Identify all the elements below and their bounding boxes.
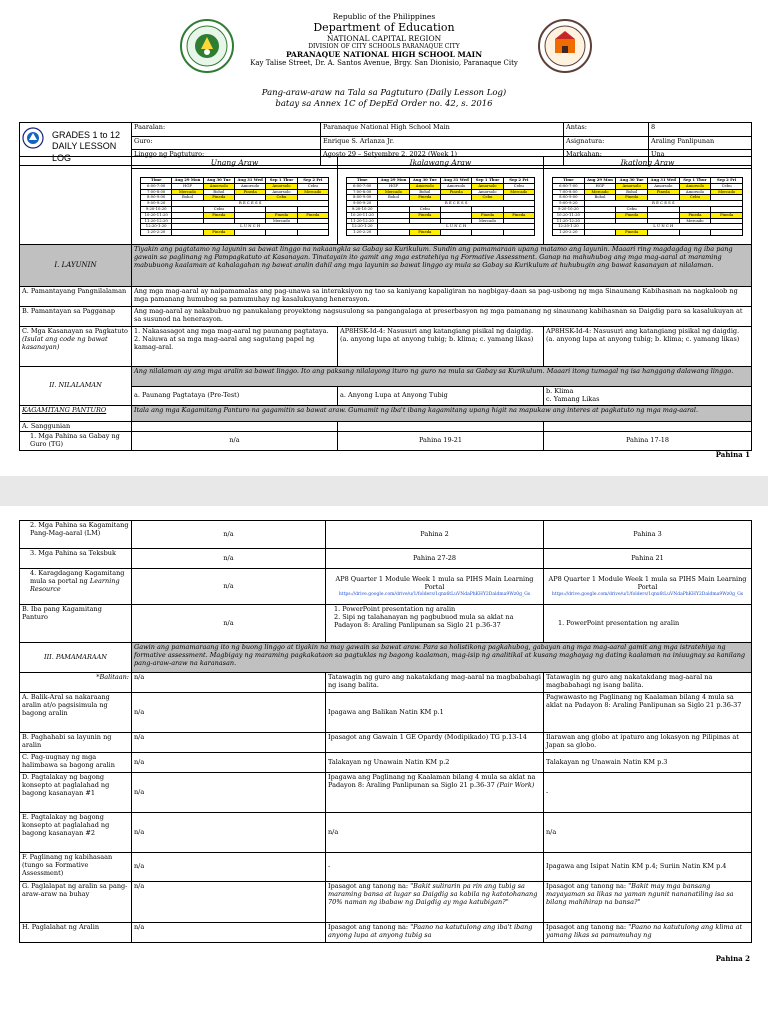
paglalapat-day-2-prompt: Ipasagot ang tanong na: xyxy=(328,882,409,890)
pamantayan-pagganap-label: B. Pamantayan sa Pagganap xyxy=(20,307,132,327)
schedule-time-cell: 9:20-10:20 xyxy=(347,206,378,212)
schedule-time-cell: 9:00-9:20 xyxy=(553,201,585,207)
schedule-time-cell: 12:20-1:20 xyxy=(347,224,378,230)
pamamaraan-label: III. PAMAMARAAN xyxy=(20,643,132,673)
lr-portal-label-cell xyxy=(20,569,132,605)
schedule-break-cell: R E C E S S xyxy=(172,201,329,207)
schedule-time-cell: 9:00-9:20 xyxy=(347,201,378,207)
schedule-class-cell: Cebu xyxy=(679,195,711,201)
pag-uugnay-day-1: n/a xyxy=(132,753,326,773)
schedule-class-cell xyxy=(172,230,203,236)
kagamitang-lm-day-3: Pahina 3 xyxy=(544,521,752,549)
lr-portal-day-3-link[interactable]: https://drive.google.com/drive/u/1/folders/1qnx6tLuVNdaPhKHY2Daldma9Wz0g_Gs xyxy=(551,591,744,597)
schedule-time-cell: 6:00-7:00 xyxy=(141,183,172,189)
paaralan-value: Paranaque National High School Main xyxy=(321,123,564,137)
schedule-head-cell: Aug 30 Tue xyxy=(616,178,648,184)
schedule-class-cell: Mercado xyxy=(679,218,711,224)
schedule-class-cell: Cebu xyxy=(409,206,440,212)
gabay-guro-day-2: Pahina 19-21 xyxy=(338,432,544,451)
schedule-class-cell: Cebu xyxy=(503,183,534,189)
deped-logo-icon xyxy=(22,127,44,149)
schedule-break-cell: L U N C H xyxy=(172,224,329,230)
schedule-class-cell: Cebu xyxy=(203,206,234,212)
teksbuk-day-1: n/a xyxy=(132,549,326,569)
grades-label: GRADES 1 to 12 xyxy=(52,130,121,140)
schedule-class-cell: Mercado xyxy=(172,189,203,195)
division-line: DIVISION OF CITY SCHOOLS PARANAQUE CITY xyxy=(308,43,460,51)
schedule-class-cell: Amorsolo xyxy=(266,189,297,195)
kasanayan-label-italic: (Isulat ang code ng bawat kasanayan) xyxy=(22,334,108,351)
balitaan-label: *Balitaan: xyxy=(20,673,132,693)
layunin-label: I. LAYUNIN xyxy=(20,245,132,287)
dll-label: DAILY LESSON LOG xyxy=(52,141,117,163)
pag-uugnay-label: C. Pag-uugnay ng mga halimbawa sa bagong aralin xyxy=(20,753,132,773)
pagtalakay-1-day-3: - xyxy=(544,773,752,813)
schedule-class-cell xyxy=(711,230,743,236)
kagamitang-lm-label: 2. Mga Pahina sa Kagamitang Pang-Mag-aaral (LM) xyxy=(20,521,132,549)
schedule-class-cell: Pineda xyxy=(647,189,679,195)
schedule-class-cell: Cebu xyxy=(266,195,297,201)
schedule-time-cell: 12:20-1:20 xyxy=(553,224,585,230)
iba-kagamitan-day-2: 1. PowerPoint presentation ng aralin 2. Sipi ng talahanayan ng pagbubuod mula sa aklat na Padayon 8: Araling Panlipunan sa Siglo 21 p.36-37 xyxy=(326,605,544,643)
schedule-class-cell: HGP xyxy=(378,183,409,189)
pag-uugnay-day-2: Talakayan ng Unawain Natin KM p.2 xyxy=(326,753,544,773)
schedule-class-cell: Bohol xyxy=(203,189,234,195)
schedule-time-cell: 9:20-10:20 xyxy=(141,206,172,212)
pagtalakay-2-day-2: n/a xyxy=(326,813,544,853)
pagtalakay-2-day-1: n/a xyxy=(132,813,326,853)
kasanayan-day-1: 1. Nakasasagot ang mga mag-aaral ng paunang pagtataya. 2. Naiuwa at sa mga mag-aaral ang sagutang papel ng kamag-aral. xyxy=(132,327,338,367)
schedule-class-cell: Amorsolo xyxy=(647,183,679,189)
page-separator xyxy=(0,476,768,506)
schedule-head-cell: Time xyxy=(141,178,172,184)
paglalapat-day-1: n/a xyxy=(132,882,326,923)
schedule-class-cell: Bohol xyxy=(584,195,616,201)
schedule-class-cell: Mercado xyxy=(584,189,616,195)
schedule-class-cell: Bohol xyxy=(409,189,440,195)
schedule-class-cell: Pineda xyxy=(203,212,234,218)
schedule-break-cell: L U N C H xyxy=(378,224,535,230)
schedule-time-cell: 7:00-8:00 xyxy=(141,189,172,195)
schedule-break-cell: L U N C H xyxy=(584,224,742,230)
department-line: Department of Education xyxy=(313,21,455,34)
republic-line: Republic of the Philippines xyxy=(332,12,436,21)
teksbuk-day-2: Pahina 27-28 xyxy=(326,549,544,569)
schedule-head-cell: Aug 31 Wed xyxy=(440,178,471,184)
nilalaman-day-2: a. Anyong Lupa at Anyong Tubig xyxy=(338,387,544,406)
schedule-class-cell: Amorsolo xyxy=(203,183,234,189)
lesson-log-table-page-2 xyxy=(19,520,752,943)
teksbuk-day-3: Pahina 21 xyxy=(544,549,752,569)
iba-kagamitan-label: B. Iba pang Kagamitang Panturo xyxy=(20,605,132,643)
schedule-row xyxy=(553,230,743,236)
kasanayan-day-2: AP8HSK-Id-4: Nasusuri ang katangiang pisikal ng daigdig. (a. anyong lupa at anyong tubig; b. klima; c. yamang likas) xyxy=(338,327,544,367)
kasanayan-label: C. Mga Kasanayan sa Pagkatuto xyxy=(22,327,128,335)
pamantayang-pangnilalaman-text: Ang mga mag-aaral ay naipamamalas ang pag-unawa sa interaksiyon ng tao sa kaniyang kapaligiran na nagbigay-daan sa pag-usbong ng mga Sinaunang Kabihasnan na nagkaloob ng mga pamanang humubog sa pamumuhay ng kasalukuyang henerasyon. xyxy=(132,287,752,307)
schedule-time-cell: 6:00-7:00 xyxy=(347,183,378,189)
antas-value: 8 xyxy=(649,123,752,137)
paglalahat-day-1: n/a xyxy=(132,923,326,943)
schedule-head-cell: Sep 1 Thur xyxy=(679,178,711,184)
schedule-class-cell: Amorsolo xyxy=(234,183,265,189)
schedule-head-cell: Sep 1 Thur xyxy=(266,178,297,184)
schedule-class-cell: Mercado xyxy=(472,218,503,224)
nilalaman-day-3: b. Klima c. Yamang Likas xyxy=(544,387,752,406)
schedule-class-cell: Amorsolo xyxy=(440,183,471,189)
schedule-head-cell: Aug 30 Tue xyxy=(409,178,440,184)
schedule-class-cell: Pineda xyxy=(679,212,711,218)
pamantayan-pagganap-text: Ang mag-aaral ay nakabubuo ng panukalang proyektong nagsusulong sa pangangalaga at preserbasyon ng mga pamanang ng sinaunang kabihasnan sa Daigdig para sa kasalukuyan at sa susunod na henerasyon. xyxy=(132,307,752,327)
pagtalakay-2-label: E. Pagtalakay ng bagong konsepto at paglalahad ng bagong kasanayan #2 xyxy=(20,813,132,853)
paghahabi-day-1: n/a xyxy=(132,733,326,753)
lr-portal-day-3: AP8 Quarter 1 Module Week 1 mula sa PIHS Main Learning Portal xyxy=(548,575,747,591)
schedule-time-cell: 10:20-11:20 xyxy=(553,212,585,218)
schedule-grid-day-3 xyxy=(552,177,743,236)
schedule-class-cell: Mercado xyxy=(711,189,743,195)
kasanayan-label-cell xyxy=(20,327,132,367)
schedule-head-cell: Sep 2 Fri xyxy=(297,178,328,184)
paglalahat-day-3-cell xyxy=(544,923,752,943)
kagamitang-lm-day-2: Pahina 2 xyxy=(326,521,544,549)
schedule-class-cell: Mercado xyxy=(378,189,409,195)
schedule-head-cell: Sep 2 Fri xyxy=(711,178,743,184)
asignatura-value: Araling Panlipunan xyxy=(649,136,752,150)
pagtalakay-2-day-3: n/a xyxy=(544,813,752,853)
balik-aral-day-2: Ipagawa ang Balikan Natin KM p.1 xyxy=(326,693,544,733)
day-3-header: Ikatlong Araw xyxy=(544,157,752,169)
kasanayan-day-3: AP8HSK-Id-4: Nasusuri ang katangiang pisikal ng daigdig. (a. anyong lupa at anyong tubig; b. klima; c. yamang likas) xyxy=(544,327,752,367)
day-2-header: Ikalawang Araw xyxy=(338,157,544,169)
teksbuk-label: 3. Mga Pahina sa Teksbuk xyxy=(20,549,132,569)
schedule-grid-day-1 xyxy=(140,177,329,236)
paghahabi-day-3: Ilarawan ang globo at ipaturo ang lokasyon ng Pilipinas at Japan sa globo. xyxy=(544,733,752,753)
kagamitan-label: KAGAMITANG PANTURO xyxy=(20,405,132,421)
schedule-break-cell: R E C E S S xyxy=(584,201,742,207)
schedule-class-cell xyxy=(472,230,503,236)
schedule-class-cell xyxy=(647,230,679,236)
schedule-time-cell: 7:00-8:00 xyxy=(553,189,585,195)
school-line: PARANAQUE NATIONAL HIGH SCHOOL MAIN xyxy=(285,50,483,60)
schedule-class-cell xyxy=(679,230,711,236)
schedule-class-cell: Cebu xyxy=(616,206,648,212)
schedule-time-cell: 11:20-12:20 xyxy=(347,218,378,224)
paglalapat-day-3-cell xyxy=(544,882,752,923)
schedule-head-cell: Time xyxy=(553,178,585,184)
paglalahat-day-2-cell xyxy=(326,923,544,943)
schedule-class-cell: Amorsolo xyxy=(266,183,297,189)
kabihasaan-label: F. Paglinang ng kabihasaan (tungo sa Formative Assessment) xyxy=(20,853,132,882)
day-schedule-table xyxy=(19,156,752,248)
gabay-guro-day-1: n/a xyxy=(132,432,338,451)
schedule-class-cell: Pineda xyxy=(616,212,648,218)
pagtalakay-1-day-1: n/a xyxy=(132,773,326,813)
balitaan-day-2: Tatawagin ng guro ang nakatakdang mag-aaral na magbabahagi ng isang balita. xyxy=(326,673,544,693)
lr-portal-day-2-link[interactable]: https://drive.google.com/drive/u/1/folders/1qnx6tLuVNdaPhKHY2Daldma9Wz0g_Gs xyxy=(338,591,531,597)
schedule-class-cell: HGP xyxy=(172,183,203,189)
nilalaman-text: Ang nilalaman ay ang mga aralin sa bawat linggo. Ito ang paksang nilalayong ituro ng guro na mula sa Gabay sa Kurikulum. Maaari itong tumagal ng isa hanggang dalawang linggo. xyxy=(132,367,752,387)
region-line: NATIONAL CAPITAL REGION xyxy=(326,34,442,44)
linggo-label: Linggo ng Pagtuturo: xyxy=(132,150,321,165)
kagamitang-lm-day-1: n/a xyxy=(132,521,326,549)
sanggunian-label: A. Sanggunian xyxy=(20,421,132,432)
schedule-grid xyxy=(140,177,329,236)
schedule-time-cell: 8:00-9:00 xyxy=(553,195,585,201)
linggo-value: Agosto 29 – Setyembre 2, 2022 (Week 1) xyxy=(321,150,564,165)
paglalapat-label: G. Paglalapat ng aralin sa pang-araw-araw na buhay xyxy=(20,882,132,923)
paghahabi-label: B. Paghahabi sa layunin ng aralin xyxy=(20,733,132,753)
schedule-class-cell: Pineda xyxy=(503,212,534,218)
schedule-time-cell: 7:00-8:00 xyxy=(347,189,378,195)
paghahabi-day-2: Ipasagot ang Gawain 1 GE Opardy (Modipikado) TG p.13-14 xyxy=(326,733,544,753)
balik-aral-day-3: Pagwawasto ng Paglinang ng Kaalaman bilang 4 mula sa aklat na Padayon 8: Araling Panlipunan sa Siglo 21 p.36-37 xyxy=(544,693,752,733)
lr-portal-day-1: n/a xyxy=(132,569,326,605)
schedule-class-cell xyxy=(440,230,471,236)
page-2-number: Pahina 2 xyxy=(715,954,750,963)
objectives-table xyxy=(19,244,752,451)
schedule-class-cell: Amorsolo xyxy=(679,189,711,195)
schedule-class-cell: Pineda xyxy=(616,195,648,201)
schedule-head-cell: Sep 2 Fri xyxy=(503,178,534,184)
schedule-time-cell: 8:00-9:00 xyxy=(347,195,378,201)
schedule-class-cell: Pineda xyxy=(616,230,648,236)
day-1-header: Unang Araw xyxy=(132,157,338,169)
pagtalakay-1-day-2: Ipagawa ang Paglinang ng Kaalaman bilang 4 mula sa aklat na Padayon 8: Araling Panlipunan sa Siglo 21 p.36-37 xyxy=(328,773,536,789)
pag-uugnay-day-3: Talakayan ng Unawain Natin KM p.3 xyxy=(544,753,752,773)
nilalaman-day-1: a. Paunang Pagtataya (Pre-Test) xyxy=(132,387,338,406)
guro-label: Guro: xyxy=(132,136,321,150)
schedule-time-cell: 10:20-11:20 xyxy=(347,212,378,218)
paglalapat-day-2-cell xyxy=(326,882,544,923)
schedule-head-cell: Aug 29 Mon xyxy=(378,178,409,184)
schedule-class-cell: Bohol xyxy=(172,195,203,201)
schedule-class-cell: Cebu xyxy=(711,183,743,189)
paglalahat-day-2-question: "Paano na katutulong ang iba't ibang anyong lupa at anyong tubig sa xyxy=(328,923,533,939)
schedule-class-cell: Pineda xyxy=(409,230,440,236)
schedule-class-cell: Amorsolo xyxy=(409,183,440,189)
schedule-class-cell xyxy=(297,230,328,236)
subtitle-line-1: Pang-araw-araw na Tala sa Pagtuturo (Daily Lesson Log) xyxy=(261,88,507,98)
markahan-value: Una xyxy=(649,150,752,165)
schedule-class-cell xyxy=(234,230,265,236)
paglalapat-day-3-prompt: Ipasagot ang tanong na: xyxy=(546,882,627,890)
pamantayang-pangnilalaman-label: A. Pamantayang Pangnilalaman xyxy=(20,287,132,307)
layunin-text: Tiyakin ang pagtatamo ng layunin sa bawat linggo na nakaangkla sa Gabay sa Kurikulum. Sundin ang pamamaraan upang matamo ang layunin. Maaari ring magdagdag ng iba pang gawain sa paglinang ng Pampagkatuto at Kasanayan. Tinatayain ito gamit ang mga estratehiya ng Formative Assessment. Ganap na mahuhubog ang mga mag-aaral at maraming mabubuong kaalaman at kahalagahan ng bawat aralin dahil ang mga layunin sa bawat linggo ay mula sa Gabay sa Kurikulum at huhubugin ang bawat kasanayan at nilalaman. xyxy=(132,245,752,287)
schedule-class-cell: Pineda xyxy=(234,189,265,195)
schedule-head-cell: Aug 30 Tue xyxy=(203,178,234,184)
schedule-class-cell: Pineda xyxy=(711,212,743,218)
schedule-row xyxy=(347,230,535,236)
antas-label: Antas: xyxy=(564,123,649,137)
schedule-time-cell: 6:00-7:00 xyxy=(553,183,585,189)
schedule-class-cell xyxy=(503,230,534,236)
balik-aral-day-1: n/a xyxy=(132,693,326,733)
schedule-class-cell: Amorsolo xyxy=(472,189,503,195)
gabay-guro-label: 1. Mga Pahina sa Gabay ng Guro (TG) xyxy=(20,432,132,451)
schedule-class-cell: Amorsolo xyxy=(679,183,711,189)
lr-portal-label-italic: Learning Resource xyxy=(30,576,120,593)
schedule-class-cell: Amorsolo xyxy=(472,183,503,189)
paglalahat-label: H. Paglalahat ng Aralin xyxy=(20,923,132,943)
schedule-class-cell: Mercado xyxy=(297,189,328,195)
schedule-class-cell: Mercado xyxy=(503,189,534,195)
schedule-class-cell: Pineda xyxy=(409,195,440,201)
kabihasaan-day-3: Ipagawa ang Isipat Natin KM p.4; Suriin Natin KM p.4 xyxy=(544,853,752,882)
subtitle-line-2: batay sa Annex 1C of DepEd Order no. 42, s. 2016 xyxy=(275,98,493,109)
schedule-class-cell: Bohol xyxy=(378,195,409,201)
lr-portal-label: 4. Karagdagang Kagamitang mula sa portal ng xyxy=(30,569,125,585)
schedule-time-cell: 9:00-9:20 xyxy=(141,201,172,207)
schedule-time-cell: 1:20-2:20 xyxy=(553,230,585,236)
schedule-head-cell: Sep 1 Thur xyxy=(472,178,503,184)
document-subtitle xyxy=(0,88,768,109)
document-header xyxy=(0,12,768,68)
schedule-grid xyxy=(552,177,743,236)
schedule-class-cell: Amorsolo xyxy=(616,183,648,189)
schedule-time-cell: 1:20-2:20 xyxy=(347,230,378,236)
kabihasaan-day-1: n/a xyxy=(132,853,326,882)
pagtalakay-1-day-2-cell xyxy=(326,773,544,813)
schedule-class-cell: Pineda xyxy=(203,195,234,201)
pamamaraan-text: Gawin ang pamamaraang ito ng buong linggo at tiyakin na may gawain sa bawat araw. Para sa holistikong pagkahubog, gabayan ang mga mag-aaral gamit ang mga istratehiya ng formative assessment. Magbigay ng maraming pagkakataon sa pagtuklas ng bagong kaalaman, mag-isip ng analitikal at kusang maghayag ng dating kaalaman na iniuugnay sa kanilang pang-araw-araw na karanasan. xyxy=(132,643,752,673)
schedule-head-cell: Aug 29 Mon xyxy=(172,178,203,184)
paaralan-label: Paaralan: xyxy=(132,123,321,137)
markahan-label: Markahan: xyxy=(564,150,649,165)
paglalapat-day-2-question: "Bakit sulirarin pa rin ang tubig sa maraming bansa at lugar sa Daigdig sa kabila ng katotohanang 70% naman ng ibabaw ng Daigdig ay mga katubigan?" xyxy=(328,882,538,906)
asignatura-label: Asignatura: xyxy=(564,136,649,150)
schedule-head-cell: Aug 31 Wed xyxy=(234,178,265,184)
schedule-time-cell: 11:20-12:20 xyxy=(141,218,172,224)
schedule-class-cell: Mercado xyxy=(266,218,297,224)
iba-kagamitan-day-3: 1. PowerPoint presentation ng aralin xyxy=(544,605,752,643)
schedule-class-cell: Cebu xyxy=(297,183,328,189)
paglalapat-day-3-question: "Bakit may mga bansang mayayaman sa likas na yaman ngunit nananatiling isa sa bilang mahihirap na bansa?" xyxy=(546,882,734,906)
schedule-class-cell: Pineda xyxy=(266,212,297,218)
schedule-time-cell: 8:00-9:00 xyxy=(141,195,172,201)
gabay-guro-day-3: Pahina 17-18 xyxy=(544,432,752,451)
schedule-class-cell: Pineda xyxy=(203,230,234,236)
schedule-class-cell: Pineda xyxy=(472,212,503,218)
schedule-row xyxy=(141,230,329,236)
schedule-head-cell: Time xyxy=(347,178,378,184)
schedule-time-cell: 10:20-11:20 xyxy=(141,212,172,218)
schedule-class-cell: Cebu xyxy=(472,195,503,201)
schedule-head-cell: Aug 31 Wed xyxy=(647,178,679,184)
schedule-class-cell: Bohol xyxy=(616,189,648,195)
paglalahat-day-2-prompt: Ipasagot ang tanong na: xyxy=(328,923,409,931)
kagamitan-text: Itala ang mga Kagamitang Panturo na gagamitin sa bawat araw. Gumamit ng iba't ibang kagamitang upang higit na mapukaw ang interes at pagkatuto ng mga mag-aaral. xyxy=(132,405,752,421)
schedule-head-cell: Aug 29 Mon xyxy=(584,178,616,184)
balik-aral-label: A. Balik-Aral sa nakaraang aralin at/o pagsisimula ng bagong aralin xyxy=(20,693,132,733)
schedule-time-cell: 1:20-2:20 xyxy=(141,230,172,236)
schedule-class-cell xyxy=(266,230,297,236)
kabihasaan-day-2: - xyxy=(326,853,544,882)
schedule-class-cell: Pineda xyxy=(440,189,471,195)
schedule-time-cell: 12:20-1:20 xyxy=(141,224,172,230)
address-line: Kay Talise Street, Dr. A. Santos Avenue, Brgy. San Dionisio, Paranaque City xyxy=(250,59,518,68)
iba-kagamitan-day-1: n/a xyxy=(132,605,326,643)
schedule-time-cell: 9:20-10:20 xyxy=(553,206,585,212)
schedule-class-cell xyxy=(378,230,409,236)
schedule-class-cell: Pineda xyxy=(297,212,328,218)
paglalahat-day-3-prompt: Ipasagot ang tanong na: xyxy=(546,923,627,931)
balitaan-day-1: n/a xyxy=(132,673,326,693)
guro-value: Enrique S. Arlanza Jr. xyxy=(321,136,564,150)
schedule-break-cell: R E C E S S xyxy=(378,201,535,207)
balitaan-day-3: Tatawagin ng guro ang nakatakdang mag-aaral na magbabahagi ng isang balita. xyxy=(544,673,752,693)
schedule-class-cell xyxy=(584,230,616,236)
schedule-time-cell: 11:20-12:20 xyxy=(553,218,585,224)
pagtalakay-1-day-2-italic: (Pair Work) xyxy=(496,780,535,789)
paglalahat-day-3-question: "Paano na katutulong ang klima at yamang likas sa pamumuhay ng xyxy=(546,923,743,939)
schedule-grid xyxy=(346,177,535,236)
nilalaman-label: II. NILALAMAN xyxy=(20,367,132,406)
pagtalakay-1-label: D. Pagtalakay ng bagong konsepto at paglalahad ng bagong kasanayan #1 xyxy=(20,773,132,813)
page-1-number: Pahina 1 xyxy=(715,450,750,459)
schedule-class-cell: HGP xyxy=(584,183,616,189)
schedule-grid-day-2 xyxy=(346,177,535,236)
schedule-class-cell: Pineda xyxy=(409,212,440,218)
lr-portal-day-2: AP8 Quarter 1 Module Week 1 mula sa PIHS Main Learning Portal xyxy=(335,575,534,591)
